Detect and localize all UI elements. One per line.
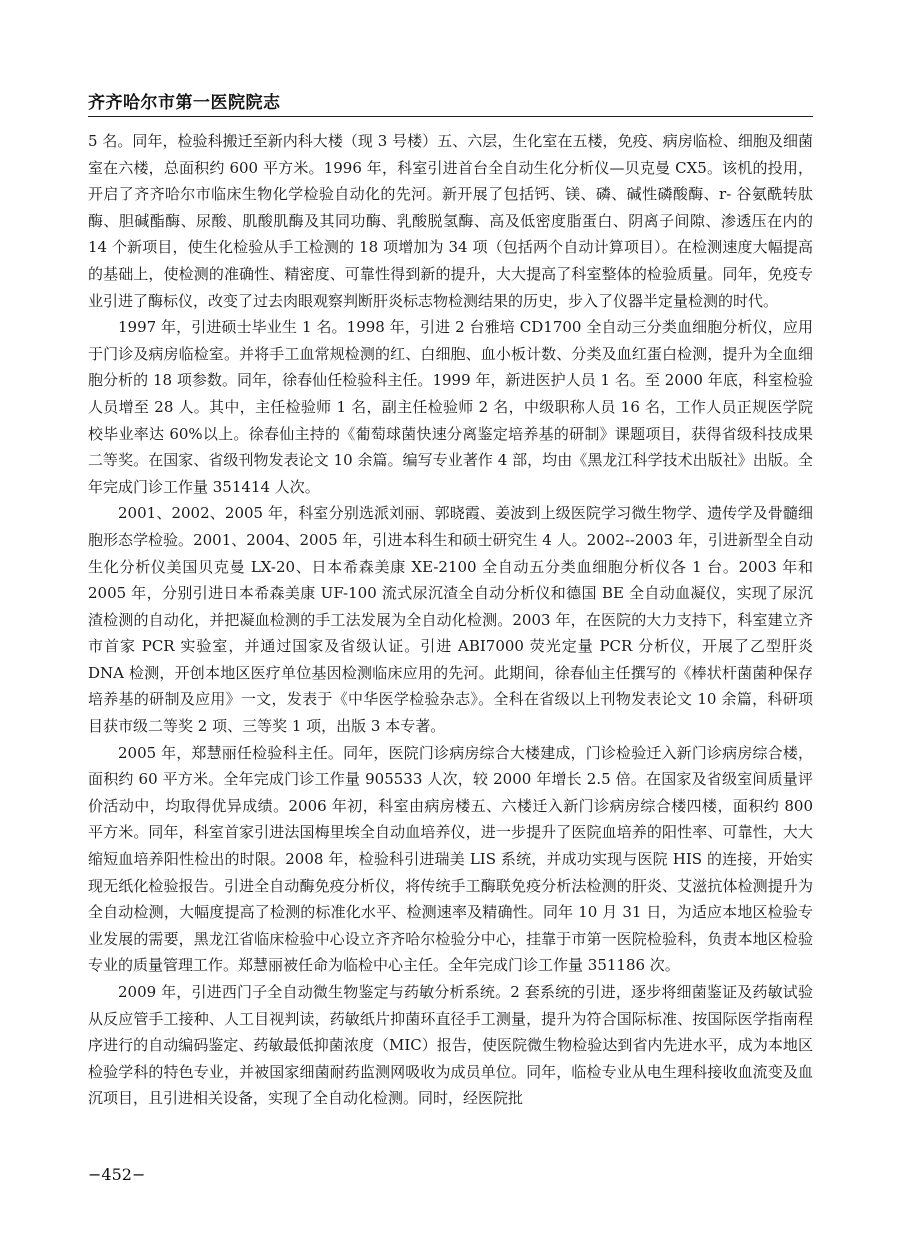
paragraph-5: 2009 年，引进西门子全自动微生物鉴定与药敏分析系统。2 套系统的引进，逐步将细菌鉴证及药敏试验从反应管手工接种、人工目视判读，药敏纸片抑菌环直径手工测量，提升为符合国际标准、按国际医学指南程序进行的自动编码鉴定、药敏最低抑菌浓度（MIC）报告，使医院微生物检验达到省内先进水平，成为本地区检验学科的特色专业，并被国家细菌耐药监测网吸收为成员单位。同年，临检专业从电生理科接收血流变及血沉项目，且引进相关设备，实现了全自动化检测。同时，经医院批 xyxy=(88,983,813,1108)
page-number: −452− xyxy=(88,1165,146,1184)
paragraph-4: 2005 年，郑慧丽任检验科主任。同年，医院门诊病房综合大楼建成，门诊检验迁入新门诊病房综合楼，面积约 60 平方米。全年完成门诊工作量 905533 人次，较 2000 年增长 2.5 倍。在国家及省级室间质量评价活动中，均取得优异成绩。2006 年初，科室由病房楼五、六楼迁入新门诊病房综合楼四楼，面积约 800 平方米。同年，科室首家引进法国梅里埃全自动血培养仪，进一步提升了医院血培养的阳性率、可靠性，大大缩短血培养阳性检出的时限。2008 年，检验科引进瑞美 LIS 系统，并成功实现与医院 HIS 的连接，开始实现无纸化检验报告。引进全自动酶免疫分析仪，将传统手工酶联免疫分析法检测的肝炎、艾滋抗体检测提升为全自动检测，大幅度提高了检测的标准化水平、检测速率及精确性。同年 10 月 31 日，为适应本地区检验专业发展的需要，黑龙江省临床检验中心设立齐齐哈尔检验分中心，挂靠于市第一医院检验科，负责本地区检验专业的质量管理工作。郑慧丽被任命为临检中心主任。全年完成门诊工作量 351186 次。 xyxy=(88,743,813,975)
paragraph-2: 1997 年，引进硕士毕业生 1 名。1998 年，引进 2 台雅培 CD1700 全自动三分类血细胞分析仪，应用于门诊及病房临检室。并将手工血常规检测的红、白细胞、血小板计数、分类及血红蛋白检测，提升为全血细胞分析的 18 项参数。同年，徐春仙任检验科主任。1999 年，新进医护人员 1 名。至 2000 年底，科室检验人员增至 28 人。其中，主任检验师 1 名，副主任检验师 2 名，中级职称人员 16 名，工作人员正规医学院校毕业率达 60%以上。徐春仙主持的《葡萄球菌快速分离鉴定培养基的研制》课题项目，获得省级科技成果二等奖。在国家、省级刊物发表论文 10 余篇。编写专业著作 4 部，均由《黑龙江科学技术出版社》出版。全年完成门诊工作量 351414 人次。 xyxy=(88,318,813,496)
running-header-title: 齐齐哈尔市第一医院院志 xyxy=(88,93,281,113)
body-text xyxy=(88,128,813,1112)
paragraph-1: 5 名。同年，检验科搬迁至新内科大楼（现 3 号楼）五、六层，生化室在五楼，免疫、病房临检、细胞及细菌室在六楼，总面积约 600 平方米。1996 年，科室引进首台全自动生化分析仪—贝克曼 CX5。该机的投用，开启了齐齐哈尔市临床生物化学检验自动化的先河。新开展了包括钙、镁、磷、碱性磷酸酶、r- 谷氨酰转肽酶、胆碱酯酶、尿酸、肌酸肌酶及其同功酶、乳酸脱氢酶、高及低密度脂蛋白、阴离子间隙、渗透压在内的 14 个新项目，使生化检验从手工检测的 18 项增加为 34 项（包括两个自动计算项目）。在检测速度大幅提高的基础上，使检测的准确性、精密度、可靠性得到新的提升，大大提高了科室整体的检验质量。同年，免疫专业引进了酶标仪，改变了过去肉眼观察判断肝炎标志物检测结果的历史，步入了仪器半定量检测的时代。 xyxy=(88,132,813,310)
header-divider xyxy=(88,116,813,117)
paragraph-3: 2001、2002、2005 年，科室分别选派刘丽、郭晓霞、姜波到上级医院学习微生物学、遗传学及骨髓细胞形态学检验。2001、2004、2005 年，引进本科生和硕士研究生 4 人。2002--2003 年，引进新型全自动生化分析仪美国贝克曼 LX-20、日本希森美康 XE-2100 全自动五分类血细胞分析仪各 1 台。2003 年和 2005 年，分别引进日本希森美康 UF-100 流式尿沉渣全自动分析仪和德国 BE 全自动血凝仪，实现了尿沉渣检测的自动化，并把凝血检测的手工法发展为全自动化检测。2003 年，在医院的大力支持下，科室建立齐市首家 PCR 实验室，并通过国家及省级认证。引进 ABI7000 荧光定量 PCR 分析仪，开展了乙型肝炎 DNA 检测，开创本地区医疗单位基因检测临床应用的先河。此期间，徐春仙主任撰写的《棒状杆菌菌种保存培养基的研制及应用》一文，发表于《中华医学检验杂志》。全科在省级以上刊物发表论文 10 余篇，科研项目获市级二等奖 2 项、三等奖 1 项，出版 3 本专著。 xyxy=(88,504,813,736)
